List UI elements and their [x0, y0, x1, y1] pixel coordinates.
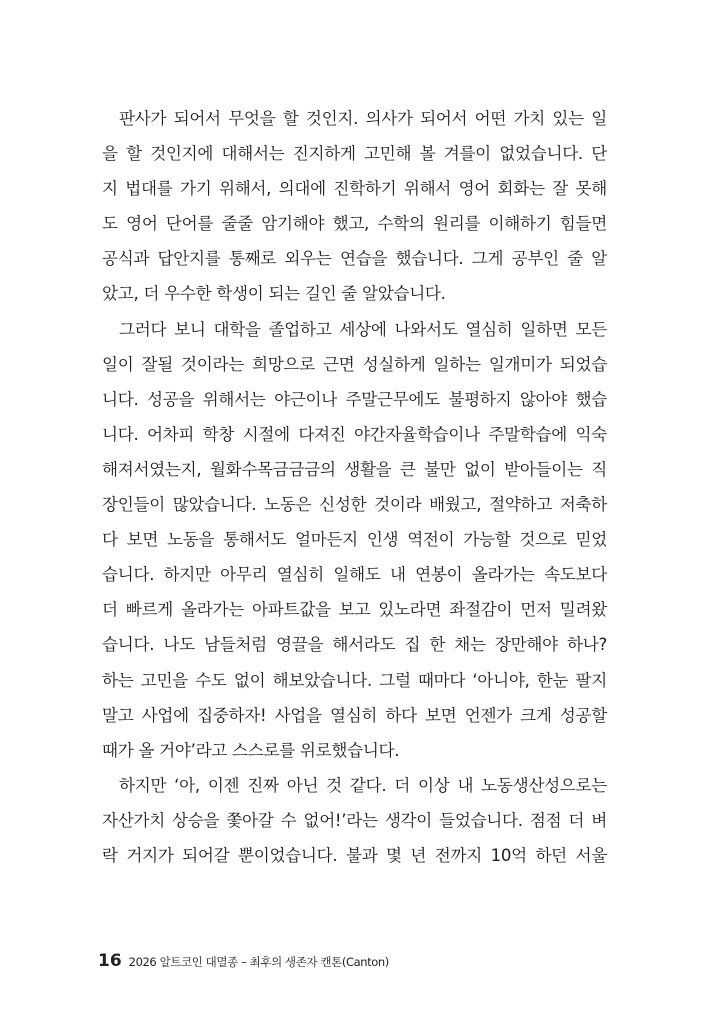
text-line: 말고 사업에 집중하자! 사업을 열심히 하다 보면 언젠가 크게 성공할	[102, 705, 607, 725]
text-line: 다 보면 노동을 통해서도 얼마든지 인생 역전이 가능할 것으로 믿었	[102, 530, 607, 550]
text-line: 자산가치 상승을 쫓아갈 수 없어!’라는 생각이 들었습니다. 점점 더 벼	[102, 810, 607, 830]
text-line: 니다. 어차피 학창 시절에 다져진 야간자율학습이나 주말학습에 익숙	[102, 424, 607, 444]
text-line: 습니다. 하지만 아무리 열심히 일해도 내 연봉이 올라가는 속도보다	[102, 565, 607, 585]
book-title: 2026 알트코인 대멸종 – 최후의 생존자 캔톤(Canton)	[128, 955, 389, 969]
body-text	[102, 101, 607, 873]
text-line: 때가 올 거야’라고 스스로를 위로했습니다.	[102, 740, 400, 760]
text-line: 공식과 답안지를 통째로 외우는 연습을 했습니다. 그게 공부인 줄 알	[102, 249, 607, 269]
page-number: 16	[98, 951, 122, 971]
text-line: 하지만 ‘아, 이젠 진짜 아닌 것 같다. 더 이상 내 노동생산성으로는	[119, 775, 607, 795]
text-line: 을 할 것인지에 대해서는 진지하게 고민해 볼 겨를이 없었습니다. 단	[102, 144, 607, 164]
text-line: 았고, 더 우수한 학생이 되는 길인 줄 알았습니다.	[102, 284, 446, 304]
text-line: 장인들이 많았습니다. 노동은 신성한 것이라 배웠고, 절약하고 저축하	[102, 495, 607, 515]
text-line: 더 빠르게 올라가는 아파트값을 보고 있노라면 좌절감이 먼저 밀려왔	[102, 600, 607, 620]
text-line: 그러다 보니 대학을 졸업하고 세상에 나와서도 열심히 일하면 모든	[119, 319, 607, 339]
text-line: 하는 고민을 수도 없이 해보았습니다. 그럴 때마다 ‘아니야, 한눈 팔지	[102, 670, 607, 690]
text-line: 판사가 되어서 무엇을 할 것인지. 의사가 되어서 어떤 가치 있는 일	[119, 109, 607, 128]
text-line: 습니다. 나도 남들처럼 영끌을 해서라도 집 한 채는 장만해야 하나?	[102, 635, 607, 655]
text-line: 락 거지가 되어갈 뿐이었습니다. 불과 몇 년 전까지 10억 하던 서울	[102, 845, 607, 865]
text-line: 니다. 성공을 위해서는 야근이나 주말근무에도 불평하지 않아야 했습	[102, 389, 607, 409]
text-line: 해져서였는지, 월화수목금금금의 생활을 큰 불만 없이 받아들이는 직	[102, 459, 607, 479]
page-footer	[98, 951, 389, 971]
text-line: 일이 잘될 것이라는 희망으로 근면 성실하게 일하는 일개미가 되었습	[102, 354, 607, 374]
text-line: 도 영어 단어를 줄줄 암기해야 했고, 수학의 원리를 이해하기 힘들면	[102, 214, 607, 234]
text-line: 지 법대를 가기 위해서, 의대에 진학하기 위해서 영어 회화는 잘 못해	[102, 179, 607, 199]
